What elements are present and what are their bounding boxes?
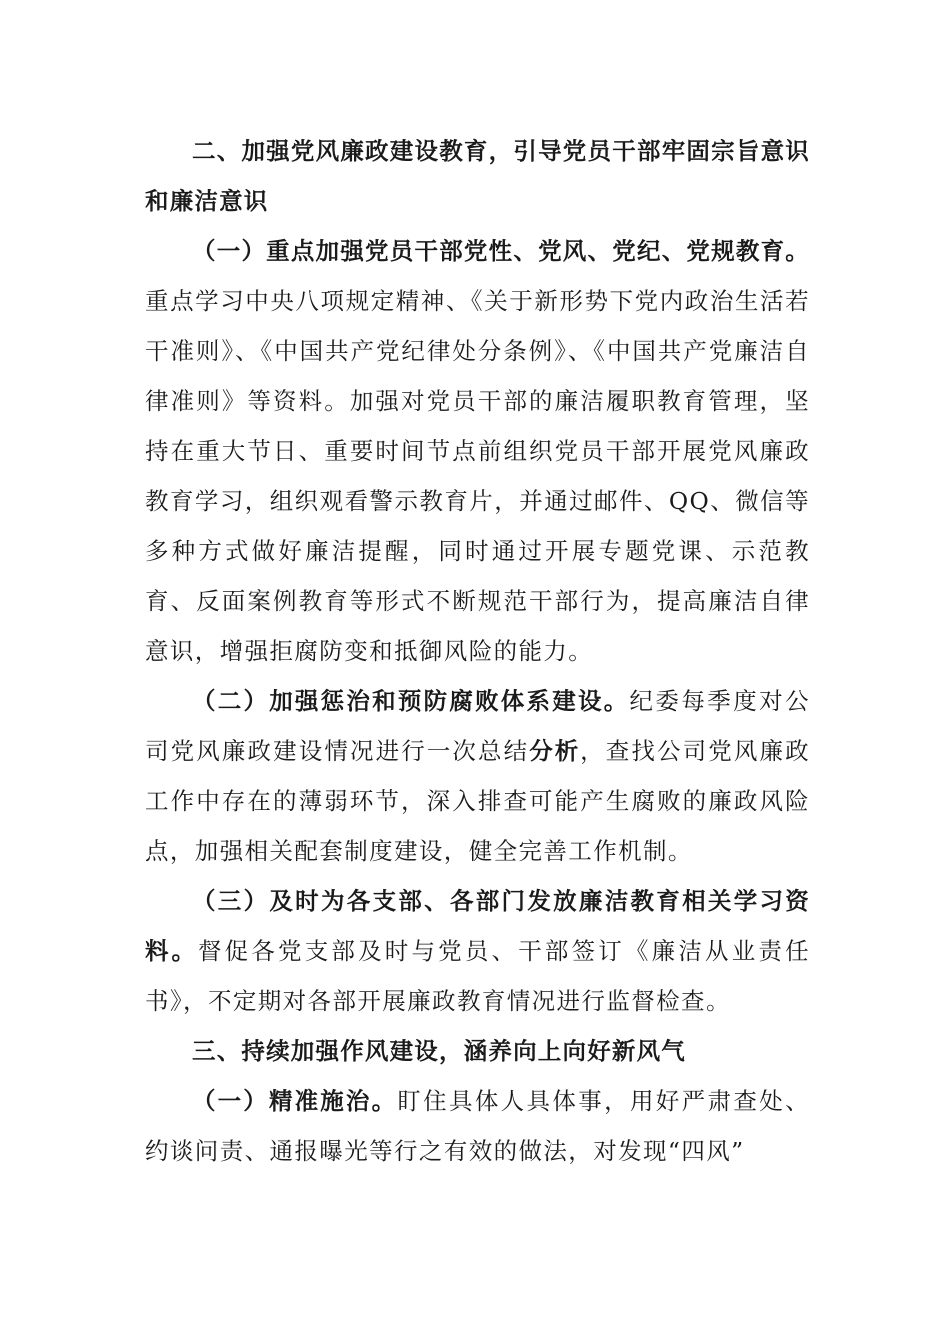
paragraph-2-1-body: 重点学习中央八项规定精神、《关于新形势下党内政治生活若干准则》、《中国共产党纪律处分条例》、《中国共产党廉洁自律准则》等资料。加强对党员干部的廉洁履职教育管理，坚持在重大节日、重要时间节点前组织党员干部开展党风廉政教育学习，组织观看警示教育片，并通过邮件、QQ、微信等多种方式做好廉洁提醒，同时通过开展专题党课、示范教育、反面案例教育等形式不断规范干部行为，提高廉洁自律意识，增强拒腐防变和抵御风险的能力。: [145, 287, 810, 665]
paragraph-2-3-body: 督促各党支部及时与党员、干部签订《廉洁从业责任书》，不定期对各部开展廉政教育情况进行监督检查。: [145, 937, 810, 1015]
paragraph-2-2: [145, 676, 810, 876]
paragraph-2-3: [145, 876, 810, 1026]
paragraph-2-2-lead: （二）加强惩治和预防腐败体系建设。: [192, 687, 630, 715]
paragraph-3-1: [145, 1076, 810, 1176]
paragraph-2-1: [145, 226, 810, 676]
paragraph-3-1-lead: （一）精准施治。: [192, 1087, 398, 1115]
document-page: [145, 126, 810, 1176]
section-2-heading: 二、加强党风廉政建设教育，引导党员干部牢固宗旨意识和廉洁意识: [145, 137, 810, 215]
paragraph-2-3-lead: （三）及时为各支部、各部门发放廉洁教育相关学习资料。: [145, 887, 810, 965]
paragraph-2-2-body-a: 纪委每季度对公司党风廉政建设情况进行一次总结: [145, 687, 810, 765]
paragraph-2-2-body-b: ，查找公司党风廉政工作中存在的薄弱环节，深入排查可能产生腐败的廉政风险点，加强相关配套制度建设，健全完善工作机制。: [145, 737, 810, 865]
paragraph-2-1-lead: （一）重点加强党员干部党性、党风、党纪、党规教育。: [192, 237, 810, 265]
paragraph-2-2-bold-word: 分析: [529, 737, 581, 765]
paragraph-3-1-body: 盯住具体人具体事，用好严肃查处、约谈问责、通报曝光等行之有效的做法，对发现“四风”: [145, 1087, 810, 1165]
section-3-heading: 三、持续加强作风建设，涵养向上向好新风气: [192, 1037, 686, 1065]
